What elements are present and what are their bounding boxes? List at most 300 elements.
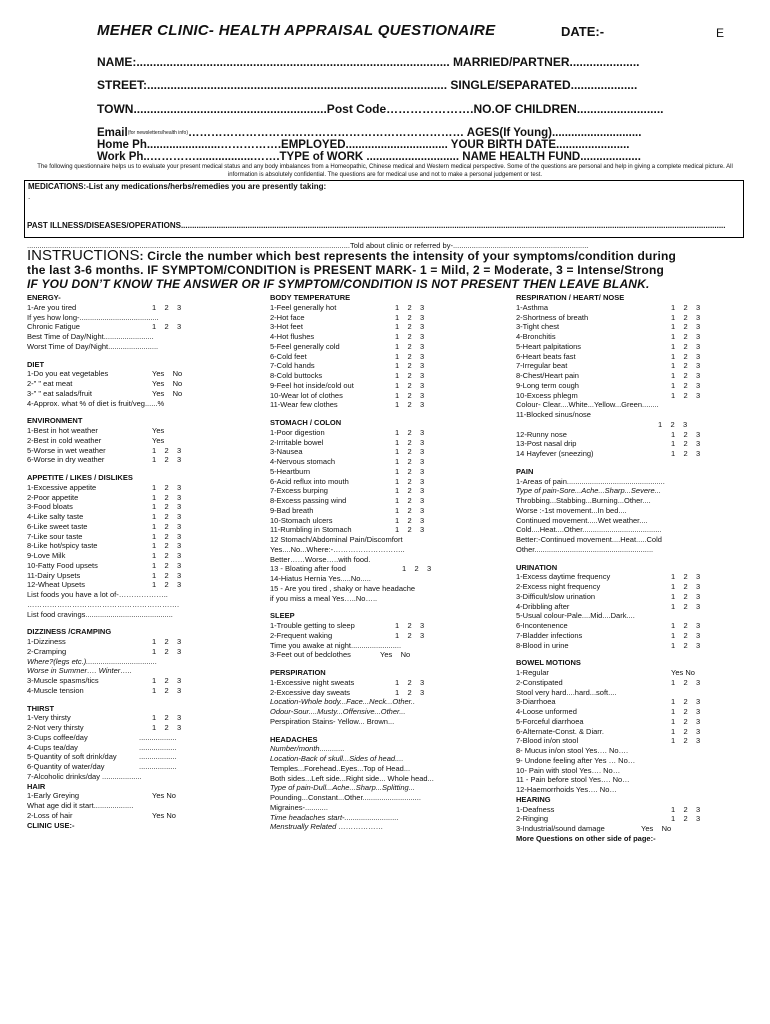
question-label: 11 - Pain before stool Yes…. No…: [516, 775, 630, 785]
question-row[interactable]: [270, 822, 495, 832]
question-row[interactable]: [270, 564, 495, 574]
rating-options[interactable]: 1 2 3: [152, 551, 182, 560]
rating-options[interactable]: 1 2 3: [395, 351, 425, 361]
rating-options[interactable]: 1 2 3: [671, 621, 701, 630]
question-row[interactable]: [27, 493, 252, 503]
question-row[interactable]: [270, 574, 495, 584]
question-row[interactable]: [27, 322, 252, 332]
rating-options[interactable]: 1 2 3: [671, 640, 701, 650]
question-row[interactable]: [516, 391, 751, 401]
rating-options[interactable]: 1 2 3: [671, 371, 701, 380]
instructions-line1: : Circle the number which best represents the intensity of your symptoms/condition during: [139, 249, 677, 263]
question-row[interactable]: [516, 641, 751, 651]
rating-options[interactable]: 1 2 3: [671, 572, 701, 582]
question-row[interactable]: [27, 541, 252, 551]
question-row[interactable]: [27, 801, 252, 811]
question-row[interactable]: [27, 666, 252, 676]
rating-options[interactable]: ..................: [139, 762, 177, 771]
town-field[interactable]: TOWN..........................................................Post Code………………….NO.OF CHILDREN..........................: [97, 102, 664, 116]
question-row[interactable]: [27, 313, 252, 323]
question-row[interactable]: [270, 361, 495, 371]
rating-options[interactable]: 1 2 3: [671, 697, 701, 707]
rating-options[interactable]: ..................: [139, 742, 177, 752]
column-right: [516, 293, 751, 844]
section-heading: [516, 293, 751, 303]
question-label: Migraines-...........: [270, 802, 328, 812]
question-row[interactable]: [270, 584, 495, 594]
question-label: 1-Dizziness: [27, 637, 66, 646]
question-row[interactable]: [27, 522, 252, 532]
rating-options[interactable]: 1 2 3: [152, 723, 182, 732]
question-row[interactable]: [516, 361, 751, 371]
rating-options[interactable]: 1 2 3: [152, 560, 182, 570]
rating-options[interactable]: Yes: [152, 426, 165, 435]
question-row[interactable]: [27, 657, 252, 667]
question-row[interactable]: [270, 774, 495, 784]
question-row[interactable]: [270, 303, 495, 313]
question-row[interactable]: [516, 449, 751, 459]
question-row[interactable]: [27, 483, 252, 493]
rating-options[interactable]: Yes No: [152, 810, 176, 820]
rating-options[interactable]: 1 2 3: [671, 630, 701, 640]
question-row[interactable]: [516, 707, 751, 717]
section-heading: [516, 563, 751, 573]
question-row[interactable]: [270, 322, 495, 332]
question-row[interactable]: [516, 352, 751, 362]
question-row[interactable]: [27, 723, 252, 733]
question-row[interactable]: [516, 545, 751, 555]
question-row[interactable]: [270, 621, 495, 631]
question-row[interactable]: [27, 752, 252, 762]
rating-options[interactable]: 1 2 3: [395, 486, 425, 496]
rating-options[interactable]: 1 2 3: [671, 351, 701, 361]
question-row[interactable]: [516, 611, 751, 621]
column-left: [27, 293, 252, 830]
question-row[interactable]: [516, 371, 751, 381]
rating-options[interactable]: 1 2 3: [152, 521, 182, 531]
rating-options[interactable]: 1 2 3: [152, 502, 182, 512]
rating-options[interactable]: 1 2 3: [395, 437, 425, 447]
rating-options[interactable]: 1 2 3: [671, 601, 701, 611]
rating-options[interactable]: 1 2 3: [395, 390, 425, 400]
question-label: 1-Poor digestion: [270, 427, 325, 437]
rating-options[interactable]: 1 2 3: [152, 531, 182, 541]
question-row[interactable]: [516, 572, 751, 582]
email-note: (for newsletters/health info): [127, 130, 188, 136]
question-row[interactable]: [516, 756, 751, 766]
question-row[interactable]: [27, 713, 252, 723]
rating-options[interactable]: 1 2 3: [671, 439, 701, 449]
question-label: 2-Constipated: [516, 677, 563, 687]
question-label: 2-Loss of hair: [27, 810, 73, 820]
question-label: 6-Cold feet: [270, 351, 307, 361]
rating-options[interactable]: ..................: [139, 732, 177, 742]
medications-entry[interactable]: .: [28, 192, 31, 201]
question-row[interactable]: [270, 313, 495, 323]
rating-options[interactable]: 1 2 3: [671, 429, 701, 439]
question-row[interactable]: [516, 688, 751, 698]
rating-options[interactable]: 1 2 3: [671, 341, 701, 351]
rating-options[interactable]: 1 2 3: [395, 332, 425, 341]
rating-options[interactable]: 1 2 3: [658, 419, 688, 429]
question-label: 4-Muscle tension: [27, 685, 84, 695]
question-row[interactable]: [27, 686, 252, 696]
rating-options[interactable]: 1 2 3: [395, 361, 425, 371]
rating-options[interactable]: 1 2 3: [671, 332, 701, 341]
question-label: BODY TEMPERATURE: [270, 293, 351, 302]
work-phone-field[interactable]: Work Ph..…………..................…….TYPE of WORK ............................. NAME HEALTH FUND...................: [97, 151, 641, 163]
question-row[interactable]: [516, 525, 751, 535]
question-row[interactable]: [27, 762, 252, 772]
question-row[interactable]: [27, 551, 252, 561]
rating-options[interactable]: 1 2 3: [152, 713, 182, 723]
question-row[interactable]: [516, 332, 751, 342]
question-row[interactable]: [270, 428, 495, 438]
rating-options[interactable]: 1 2 3: [395, 525, 425, 535]
question-label: PAIN: [516, 466, 534, 476]
question-row[interactable]: [270, 594, 495, 604]
question-row[interactable]: [27, 600, 252, 610]
question-row[interactable]: [516, 342, 751, 352]
rating-options[interactable]: 1 2 3: [395, 515, 425, 525]
question-row[interactable]: [516, 506, 751, 516]
question-row[interactable]: [270, 381, 495, 391]
question-row[interactable]: [516, 668, 751, 678]
question-row[interactable]: [27, 610, 252, 620]
question-row[interactable]: [270, 764, 495, 774]
question-row[interactable]: [270, 793, 495, 803]
question-row[interactable]: [270, 438, 495, 448]
question-label: 2-Excess night frequency: [516, 582, 601, 591]
rating-options[interactable]: 1 2 3: [671, 312, 701, 322]
question-label: ENERGY-: [27, 293, 61, 302]
rating-options[interactable]: 1 2 3: [395, 677, 425, 687]
question-row[interactable]: [516, 303, 751, 313]
rating-options[interactable]: 1 2 3: [395, 400, 425, 410]
question-row[interactable]: [516, 824, 751, 834]
question-row[interactable]: [27, 446, 252, 456]
question-row[interactable]: [270, 688, 495, 698]
rating-options[interactable]: 1 2 3: [671, 361, 701, 371]
rating-options[interactable]: 1 2 3: [395, 630, 425, 640]
question-row[interactable]: [516, 746, 751, 756]
question-row[interactable]: [516, 678, 751, 688]
question-label: 2-Ringing: [516, 814, 549, 824]
question-label: 4-Hot flushes: [270, 332, 315, 341]
question-label: 7-Bladder infections: [516, 630, 583, 640]
question-row[interactable]: [270, 457, 495, 467]
email-field[interactable]: [97, 127, 722, 139]
question-label: 2-" " eat meat: [27, 379, 73, 388]
rating-options[interactable]: 1 2 3: [671, 390, 701, 400]
rating-options[interactable]: 1 2 3: [671, 582, 701, 591]
spacer: [27, 465, 252, 473]
question-row[interactable]: [270, 754, 495, 764]
rating-options[interactable]: 1 2 3: [671, 591, 701, 601]
question-label: 3-Food bloats: [27, 502, 73, 512]
rating-options[interactable]: 1 2 3: [152, 685, 182, 695]
question-row[interactable]: [270, 813, 495, 823]
question-row[interactable]: [27, 791, 252, 801]
rating-options[interactable]: 1 2 3: [152, 322, 182, 332]
question-label: 1-Trouble getting to sleep: [270, 621, 355, 630]
question-row[interactable]: [27, 455, 252, 465]
spacer: [516, 459, 751, 467]
question-label: 8- Mucus in/on stool Yes…. No….: [516, 746, 629, 755]
rating-options[interactable]: 1 2 3: [671, 707, 701, 716]
question-row[interactable]: [27, 342, 252, 352]
question-row[interactable]: [516, 381, 751, 391]
rating-options[interactable]: 1 2 3: [395, 302, 425, 312]
question-label: Throbbing...Stabbing...Burning...Other....: [516, 496, 651, 505]
rating-options[interactable]: 1 2 3: [671, 322, 701, 332]
rating-options[interactable]: 1 2 3: [671, 677, 701, 687]
rating-options[interactable]: 1 2 3: [395, 457, 425, 466]
rating-options[interactable]: Yes No: [380, 650, 411, 660]
question-row[interactable]: [27, 303, 252, 313]
question-row[interactable]: [516, 697, 751, 707]
question-row[interactable]: [516, 477, 751, 487]
question-row[interactable]: [516, 631, 751, 641]
question-label: 13-Post nasal drip: [516, 439, 577, 449]
rating-options[interactable]: 1 2 3: [395, 505, 425, 515]
rating-options[interactable]: 1 2 3: [395, 621, 425, 630]
question-row[interactable]: [270, 631, 495, 641]
question-row[interactable]: [516, 717, 751, 727]
question-label: 4-Loose unformed: [516, 707, 577, 716]
question-label: 10-Stomach ulcers: [270, 515, 333, 525]
question-row[interactable]: [516, 621, 751, 631]
section-heading: [27, 473, 252, 483]
question-row[interactable]: [27, 389, 252, 399]
question-row[interactable]: [270, 545, 495, 555]
rating-options[interactable]: 1 2 3: [152, 637, 182, 646]
rating-options[interactable]: 1 2 3: [152, 492, 182, 502]
rating-options[interactable]: Yes No: [152, 791, 176, 801]
rating-options[interactable]: 1 2 3: [671, 736, 701, 746]
question-row[interactable]: [516, 400, 751, 410]
rating-options[interactable]: 1 2 3: [395, 380, 425, 390]
question-row[interactable]: [270, 486, 495, 496]
question-row[interactable]: [27, 637, 252, 647]
question-label: 12 Stomach/Abdominal Pain/Discomfort: [270, 535, 403, 544]
question-label: Pounding...Constant...Other............................: [270, 793, 421, 802]
question-row[interactable]: [270, 342, 495, 352]
rating-options[interactable]: 1 2 3: [152, 302, 182, 312]
rating-options[interactable]: 1 2 3: [395, 341, 425, 351]
question-label: 5-Quantity of soft drink/day: [27, 752, 117, 762]
question-row[interactable]: [270, 391, 495, 401]
home-phone-field[interactable]: Home Ph.......................…………….EMPLOYED................................ YOUR BIRTH DATE.......................: [97, 139, 630, 151]
question-row[interactable]: [270, 477, 495, 487]
question-row[interactable]: [516, 439, 751, 449]
question-row[interactable]: [516, 535, 751, 545]
rating-options[interactable]: 1 2 3: [395, 466, 425, 476]
email-label: Email: [97, 127, 128, 140]
rating-options[interactable]: 1 2 3: [671, 716, 701, 726]
question-row[interactable]: [27, 772, 252, 782]
question-row[interactable]: [516, 496, 751, 506]
rating-options[interactable]: 1 2 3: [395, 496, 425, 505]
question-label: 1-Deafness: [516, 804, 555, 814]
rating-options[interactable]: 1 2 3: [671, 302, 701, 312]
question-row[interactable]: [270, 332, 495, 342]
question-row[interactable]: [27, 580, 252, 590]
question-label: Better……Worse…..with food.: [270, 554, 371, 564]
section-heading: [27, 704, 252, 714]
question-row[interactable]: [516, 602, 751, 612]
question-label: 2-Cramping: [27, 646, 67, 656]
question-row[interactable]: [270, 650, 495, 660]
question-label: 4-Nervous stomach: [270, 457, 336, 466]
rating-options[interactable]: ..................: [139, 752, 177, 762]
question-row[interactable]: [516, 766, 751, 776]
question-row[interactable]: [270, 352, 495, 362]
question-label: DIET: [27, 359, 45, 369]
question-row[interactable]: [516, 313, 751, 323]
column-middle: [270, 293, 495, 832]
question-row[interactable]: [516, 736, 751, 746]
rating-options[interactable]: 1 2 3: [152, 541, 182, 551]
referred-by-field[interactable]: ...........................................................................................................................................................Told about clinic or referred by-.................................................................: [27, 241, 589, 250]
question-row[interactable]: [516, 814, 751, 824]
question-row[interactable]: [27, 512, 252, 522]
question-row[interactable]: [270, 717, 495, 727]
question-row[interactable]: [27, 379, 252, 389]
question-label: Worst Time of Day/Night........................: [27, 341, 159, 351]
rating-options[interactable]: 1 2 3: [395, 476, 425, 486]
question-row[interactable]: [27, 426, 252, 436]
rating-options[interactable]: 1 2 3: [671, 804, 701, 814]
rating-options[interactable]: Yes No: [641, 824, 672, 833]
question-label: 4-Bronchitis: [516, 332, 556, 341]
question-row[interactable]: [27, 369, 252, 379]
past-illness-field[interactable]: PAST ILLNESS/DISEASES/OPERATIONS.....................................................................................................................................................................................................................................................: [27, 221, 726, 230]
question-row[interactable]: [27, 532, 252, 542]
question-row[interactable]: [516, 785, 751, 795]
spacer: [270, 410, 495, 418]
question-row[interactable]: [270, 744, 495, 754]
question-row[interactable]: [270, 803, 495, 813]
question-row[interactable]: [270, 371, 495, 381]
rating-options[interactable]: 1 2 3: [152, 570, 182, 580]
question-row[interactable]: [270, 447, 495, 457]
section-heading: [27, 821, 252, 831]
question-label: 2-Excessive day sweats: [270, 687, 351, 697]
rating-options[interactable]: 1 2 3: [152, 482, 182, 492]
rating-options[interactable]: 1 2 3: [395, 427, 425, 437]
question-row[interactable]: [27, 399, 252, 409]
question-row[interactable]: [27, 502, 252, 512]
question-row[interactable]: [27, 676, 252, 686]
question-row[interactable]: [270, 678, 495, 688]
question-row[interactable]: [270, 506, 495, 516]
street-field[interactable]: STREET:.......................................................................................... SINGLE/SEPARATED....................: [97, 78, 638, 92]
question-row[interactable]: [270, 400, 495, 410]
question-row[interactable]: [27, 647, 252, 657]
question-row[interactable]: [270, 496, 495, 506]
question-row[interactable]: [27, 436, 252, 446]
rating-options[interactable]: 1 2 3: [152, 455, 182, 465]
rating-options[interactable]: 1 2 3: [395, 687, 425, 697]
rating-options[interactable]: Yes No: [152, 379, 183, 388]
question-label: 10-Excess phlegm: [516, 390, 578, 400]
question-row[interactable]: [516, 322, 751, 332]
instructions-line2: the last 3-6 months. IF SYMPTOM/CONDITION is PRESENT MARK- 1 = Mild, 2 = Moderate, 3 = Intense/Strong: [27, 263, 665, 277]
question-row[interactable]: [270, 467, 495, 477]
question-row[interactable]: [270, 697, 495, 707]
question-row[interactable]: [516, 805, 751, 815]
question-label: BOWEL MOTIONS: [516, 658, 581, 668]
question-label: Yes....No...Where:-………………………..: [270, 544, 405, 554]
rating-options[interactable]: 1 2 3: [395, 322, 425, 332]
question-row[interactable]: [516, 430, 751, 440]
question-label: Other.........................................................: [516, 544, 654, 554]
question-label: 12-Runny nose: [516, 429, 567, 439]
rating-options[interactable]: 1 2 3: [152, 646, 182, 656]
section-heading: [516, 658, 751, 668]
question-row[interactable]: [27, 590, 252, 600]
rating-options[interactable]: 1 2 3: [395, 447, 425, 457]
question-row[interactable]: [270, 707, 495, 717]
question-row[interactable]: [516, 410, 751, 420]
question-row[interactable]: [27, 332, 252, 342]
question-row[interactable]: [270, 516, 495, 526]
question-row[interactable]: [516, 592, 751, 602]
name-field[interactable]: NAME:.............................................................................................. MARRIED/PARTNER.....................: [97, 55, 640, 69]
rating-options[interactable]: 1 2 3: [671, 726, 701, 736]
rating-options[interactable]: 1 2 3: [671, 814, 701, 824]
question-label: Where?(legs etc.)..................................: [27, 656, 158, 666]
rating-options[interactable]: Yes No: [671, 668, 695, 677]
question-row[interactable]: [516, 582, 751, 592]
question-label: 7-Excess burping: [270, 486, 328, 496]
rating-options[interactable]: 1 2 3: [671, 380, 701, 390]
question-label: HAIR: [27, 781, 46, 791]
question-row[interactable]: [516, 420, 751, 430]
rating-options[interactable]: 1 2 3: [152, 512, 182, 521]
rating-options[interactable]: 1 2 3: [152, 580, 182, 590]
question-label: 8-Like hot/spicy taste: [27, 541, 98, 551]
rating-options[interactable]: Yes: [152, 435, 165, 445]
question-row[interactable]: [270, 525, 495, 535]
question-label: 3-Tight chest: [516, 322, 560, 332]
question-row[interactable]: [27, 561, 252, 571]
rating-options[interactable]: 1 2 3: [395, 371, 425, 380]
question-row[interactable]: [270, 535, 495, 545]
rating-options[interactable]: 1 2 3: [395, 312, 425, 322]
rating-options[interactable]: 1 2 3: [152, 445, 182, 455]
rating-options[interactable]: 1 2 3: [152, 676, 182, 685]
rating-options[interactable]: Yes No: [152, 388, 183, 398]
question-row[interactable]: [270, 641, 495, 651]
question-row[interactable]: [516, 775, 751, 785]
question-row[interactable]: [516, 486, 751, 496]
rating-options[interactable]: Yes No: [152, 369, 183, 379]
question-row[interactable]: [27, 743, 252, 753]
rating-options[interactable]: 1 2 3: [671, 449, 701, 458]
question-label: 14-Hiatus Hernia Yes.....No.....: [270, 574, 371, 583]
question-row[interactable]: [516, 727, 751, 737]
spacer: [27, 352, 252, 360]
question-row[interactable]: [516, 516, 751, 526]
question-row[interactable]: [27, 733, 252, 743]
question-row[interactable]: [270, 783, 495, 793]
question-row[interactable]: [27, 571, 252, 581]
question-row[interactable]: [27, 811, 252, 821]
question-row[interactable]: [270, 555, 495, 565]
rating-options[interactable]: 1 2 3: [402, 564, 432, 574]
